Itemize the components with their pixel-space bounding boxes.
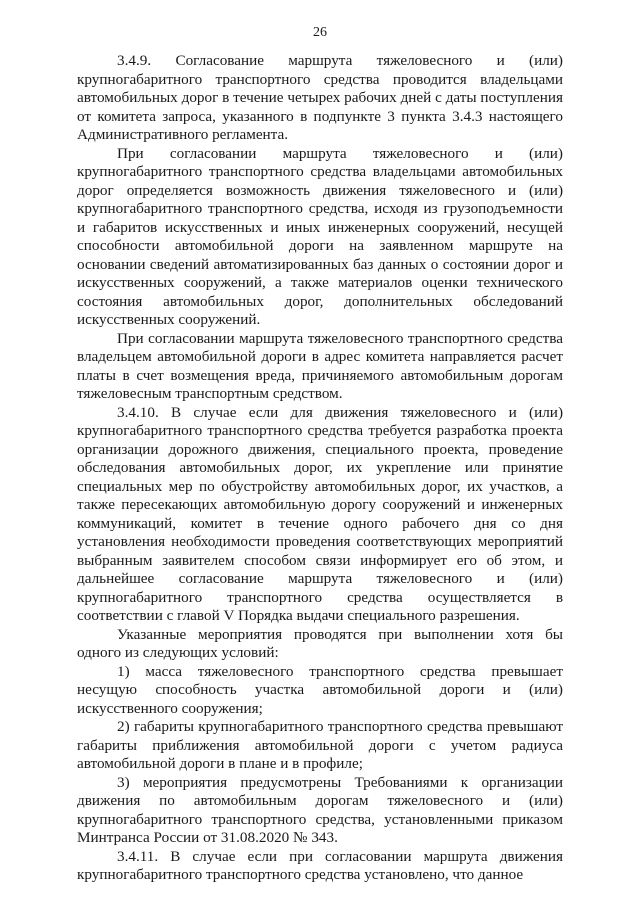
paragraph-3-4-9: 3.4.9. Согласование маршрута тяжеловесного и (или) крупногабаритного транспортного средства проводится владельцами автомобильных дорог в течение четырех рабочих дней с даты поступления от комитета запроса, указанного в подпункте 3 пункта 3.4.3 настоящего Административного регламента. [77,52,563,143]
paragraph-3-4-10: 3.4.10. В случае если для движения тяжеловесного и (или) крупногабаритного транспортного средства требуется разработка проекта организации дорожного движения, специального проекта, проведение обследования автомобильных дорог, их укрепление или принятие специальных мер по обустройству автомобильных дорог, их участков, а также пересекающих автомобильную дорогу сооружений и инженерных коммуникаций, комитет в течение одного рабочего дня со дня установления необходимости проведения соответствующих мероприятий выбранным заявителем способом связи информирует его об этом, и дальнейшее согласование маршрута тяжеловесного и (или) крупногабаритного транспортного средства осуществляется в соответствии с главой V Порядка выдачи специального разрешения. [77,403,563,624]
list-item-condition-2: 2) габариты крупногабаритного транспортного средства превышают габариты приближения автомобильной дороги с учетом радиуса автомобильной дороги в плане и в профиле; [77,718,563,772]
list-item-condition-3: 3) мероприятия предусмотрены Требованиями к организации движения по автомобильным дорогам тяжеловесного и (или) крупногабаритного транспортного средства, установленными приказом Минтранса России от 31.08.2020 № 343. [77,773,563,846]
paragraph-damage-payment: При согласовании маршрута тяжеловесного транспортного средства владельцем автомобильной дороги в адрес комитета направляется расчет платы в счет возмещения вреда, причиняемого автомобильным дорогам тяжеловесным транспортным средством. [77,329,563,402]
document-body [77,52,563,885]
paragraph-3-4-11: 3.4.11. В случае если при согласовании маршрута движения крупногабаритного транспортного средства установлено, что данное [77,847,563,883]
paragraph-conditions-intro: Указанные мероприятия проводятся при выполнении хотя бы одного из следующих условий: [77,625,563,661]
list-item-condition-1: 1) масса тяжеловесного транспортного средства превышает несущую способность участка автомобильной дороги и (или) искусственного сооружения; [77,662,563,717]
page-number: 26 [313,25,327,40]
paragraph-route-approval-check: При согласовании маршрута тяжеловесного и (или) крупногабаритного транспортного средства владельцами автомобильных дорог определяется возможность движения тяжеловесного и (или) крупногабаритного транспортного средства, исходя из грузоподъемности и габаритов искусственных и иных инженерных сооружений, несущей способности автомобильной дороги на заявленном маршруте на основании сведений автоматизированных баз данных о состоянии дорог и искусственных сооружений, а также материалов оценки технического состояния автомобильных дорог, дополнительных обследований искусственных сооружений. [77,144,563,328]
